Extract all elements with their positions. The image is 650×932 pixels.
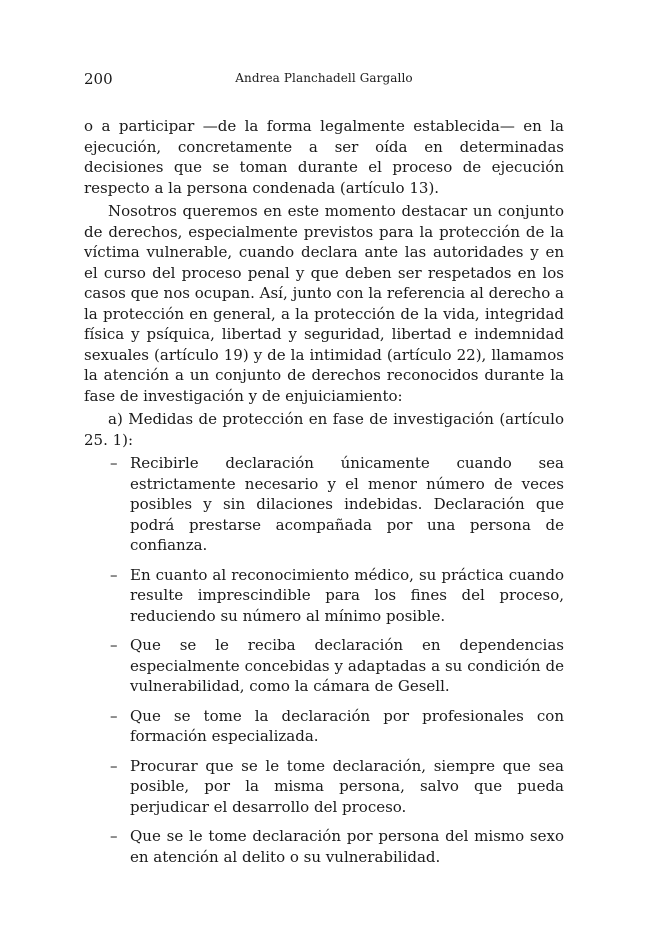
list-item xyxy=(84,635,564,697)
dash-bullet: – xyxy=(110,454,118,472)
list-item-text: Recibirle declaración únicamente cuando sea estrictamente necesario y el menor número de veces posibles y sin dilaciones indebidas. Declaración que podrá prestarse acompañada por una persona de confianza. xyxy=(130,454,564,554)
paragraph-measures-heading: a) Medidas de protección en fase de investigación (artículo 25. 1): xyxy=(84,410,564,449)
dash-bullet: – xyxy=(110,565,118,584)
dash-bullet: – xyxy=(110,706,118,725)
page-number: 200 xyxy=(84,70,113,88)
running-header xyxy=(84,70,564,92)
list-item-text: En cuanto al reconocimiento médico, su práctica cuando resulte imprescindible para los fines del proceso, reduciendo su número al mínimo posible. xyxy=(130,565,564,625)
list-item xyxy=(84,453,564,556)
list-item xyxy=(84,756,564,818)
list-item xyxy=(84,565,564,627)
dash-bullet: – xyxy=(110,827,118,845)
paragraph-rights: Nosotros queremos en este momento destacar un conjunto de derechos, especialmente previstos para la protección de la víctima vulnerable, cuando declara ante las autoridades y en el curso del proceso penal y que deben ser respetados en los casos que nos ocupan. Así, junto con la referencia al derecho a la protección en general, a la protección de la vida, integridad física y psíquica, libertad y seguridad, libertad e indemnidad sexuales (artículo 19) y de la intimidad (artículo 22), llamamos la atención a un conjunto de derechos reconocidos durante la fase de investigación y de enjuiciamiento: xyxy=(84,202,564,405)
dash-bullet: – xyxy=(110,756,118,775)
paragraph-continuation: o a participar —de la forma legalmente establecida— en la ejecución, concretamente a ser oída en determinadas decisiones que se toman durante el proceso de ejecución respecto a la persona condenada (artículo 13). xyxy=(84,117,564,197)
body-text xyxy=(84,116,564,867)
running-head-author: Andrea Planchadell Gargallo xyxy=(235,71,413,85)
list-item-text: Que se le tome declaración por persona del mismo sexo en atención al delito o su vulnerabilidad. xyxy=(130,827,564,866)
list-item-text: Que se le reciba declaración en dependencias especialmente concebidas y adaptadas a su condición de vulnerabilidad, como la cámara de Gesell. xyxy=(130,636,564,695)
list-item xyxy=(84,826,564,867)
dash-bullet: – xyxy=(110,636,118,654)
measures-list xyxy=(84,453,564,867)
book-page xyxy=(84,70,564,876)
list-item xyxy=(84,706,564,747)
list-item-text: Procurar que se le tome declaración, siempre que sea posible, por la misma persona, salvo que pueda perjudicar el desarrollo del proceso. xyxy=(130,756,564,816)
list-item-text: Que se tome la declaración por profesionales con formación especializada. xyxy=(130,706,564,745)
